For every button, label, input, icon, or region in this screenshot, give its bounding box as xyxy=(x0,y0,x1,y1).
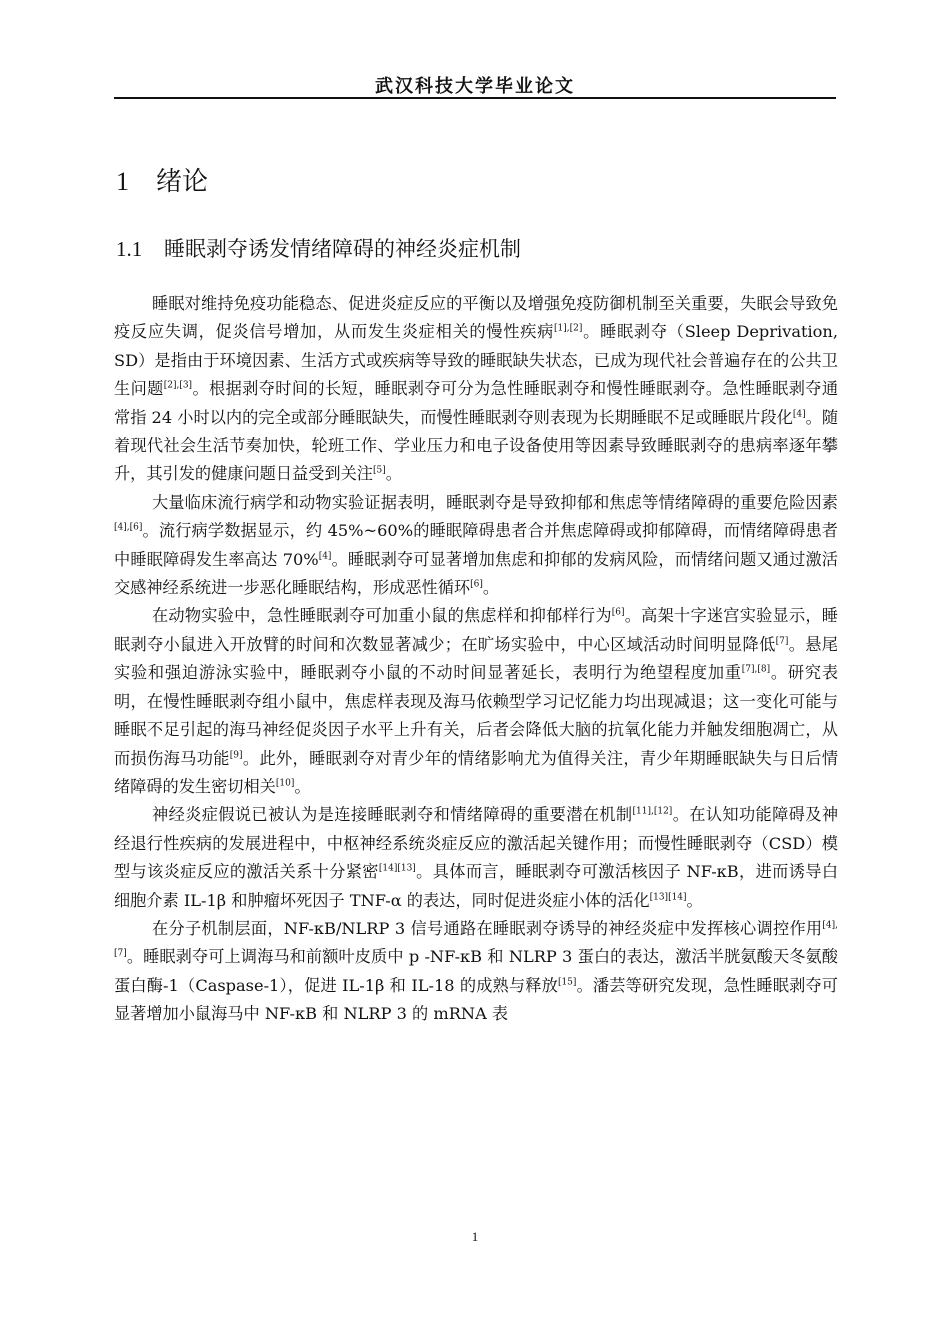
text-run: 。 xyxy=(294,776,311,796)
text-run: 。 xyxy=(385,464,402,484)
text-run: 。 xyxy=(686,890,703,910)
text-run: 。高架十字迷宫实验显示，睡眠剥夺小鼠进入开放臂的时间和次数显著减少；在旷场实验中，中心区域活动时间明显降低 xyxy=(114,606,838,654)
chapter-heading xyxy=(116,161,208,198)
text-run: 。在认知功能障碍及神经退行性疾病的发展进程中，中枢神经系统炎症反应的激活起关键作用；而慢性睡眠剥夺（CSD）模型与该炎症反应的激活关系十分紧密 xyxy=(114,805,839,882)
body-text xyxy=(114,290,838,1029)
paragraph xyxy=(114,602,838,801)
text-run: 。此外，睡眠剥夺对青少年的情绪影响尤为值得关注，青少年期睡眠缺失与日后情绪障碍的发生密切相关 xyxy=(114,748,839,796)
running-header-title: 武汉科技大学毕业论文 xyxy=(375,76,575,97)
text-run: 。睡眠剥夺可上调海马和前额叶皮质中 p -NF-κB 和 NLRP 3 蛋白的表达，激活半胱氨酸天冬氨酸蛋白酶-1（Caspase-1），促进 IL-1β 和 IL-18 的成熟与释放 xyxy=(114,947,838,995)
paragraph xyxy=(114,290,838,489)
text-run: 。具体而言，睡眠剥夺可激活核因子 NF-κB，进而诱导白细胞介素 IL-1β 和肿瘤坏死因子 TNF-α 的表达，同时促进炎症小体的活化 xyxy=(114,862,839,910)
citation: [9] xyxy=(229,750,243,761)
text-run: 在动物实验中，急性睡眠剥夺可加重小鼠的焦虑样和抑郁样行为 xyxy=(152,606,612,626)
text-run: 。睡眠剥夺（Sleep Deprivation, SD）是指由于环境因素、生活方式或疾病等导致的睡眠缺失状态，已成为现代社会普遍存在的公共卫生问题 xyxy=(114,322,838,399)
citation: [15] xyxy=(557,977,577,988)
section-title: 睡眠剥夺诱发情绪障碍的神经炎症机制 xyxy=(164,237,521,261)
citation: [1],[2] xyxy=(554,324,583,335)
text-run: 神经炎症假说已被认为是连接睡眠剥夺和情绪障碍的重要潜在机制 xyxy=(152,805,633,825)
text-run: 。睡眠剥夺可显著增加焦虑和抑郁的发病风险，而情绪问题又通过激活交感神经系统进一步恶化睡眠结构，形成恶性循环 xyxy=(114,549,838,598)
citation: [10] xyxy=(275,778,295,789)
citation: [4],[7] xyxy=(114,920,838,959)
section-number: 1.1 xyxy=(116,237,143,261)
text-run: 。 xyxy=(482,578,500,598)
citation: [5] xyxy=(373,466,386,477)
text-run: 。潘芸等研究发现，急性睡眠剥夺可显著增加小鼠海马中 NF-κB 和 NLRP 3 的 mRNA 表 xyxy=(114,975,838,1024)
text-run: 。根据剥夺时间的长短，睡眠剥夺可分为急性睡眠剥夺和慢性睡眠剥夺。急性睡眠剥夺通常指 24 小时以内的完全或部分睡眠缺失，而慢性睡眠剥夺则表现为长期睡眠不足或睡眠片段化 xyxy=(114,379,839,427)
chapter-title: 绪论 xyxy=(156,167,209,197)
paragraph xyxy=(114,801,838,915)
citation: [4] xyxy=(792,409,806,420)
citation: [14][13] xyxy=(378,863,416,874)
citation: [11],[12] xyxy=(632,806,673,817)
page-number: 1 xyxy=(471,1229,479,1244)
text-run: 在分子机制层面，NF-κB/NLRP 3 信号通路在睡眠剥夺诱导的神经炎症中发挥核心调控作用 xyxy=(152,918,823,938)
text-run: 睡眠对维持免疫功能稳态、促进炎症反应的平衡以及增强免疫防御机制至关重要，失眠会导致免疫反应失调，促炎信号增加，从而发生炎症相关的慢性疾病 xyxy=(114,294,838,342)
text-run: 。研究表明，在慢性睡眠剥夺组小鼠中，焦虑样表现及海马依赖型学习记忆能力均出现减退；这一变化可能与睡眠不足引起的海马神经促炎因子水平上升有关，后者会降低大脑的抗氧化能力并触发细胞凋亡，从而损伤海马功能 xyxy=(114,663,839,768)
citation: [4] xyxy=(318,551,332,562)
citation: [13][14] xyxy=(649,892,687,903)
chapter-number: 1 xyxy=(116,167,129,196)
paragraph xyxy=(114,489,838,603)
header-rule xyxy=(114,97,836,99)
citation: [6] xyxy=(470,579,483,590)
citation: [6] xyxy=(611,608,625,619)
paragraph xyxy=(114,915,838,1029)
citation: [7],[8] xyxy=(741,664,771,675)
section-heading xyxy=(116,233,521,263)
text-run: 。悬尾实验和强迫游泳实验中，睡眠剥夺小鼠的不动时间显著延长，表明行为绝望程度加重 xyxy=(114,634,838,683)
citation: [7] xyxy=(775,636,789,647)
text-run: 。流行病学数据显示，约 45%~60%的睡眠障碍患者合并焦虑障碍或抑郁障碍，而情绪障碍患者中睡眠障碍发生率高达 70% xyxy=(114,521,838,569)
citation: [4],[6] xyxy=(114,522,143,533)
text-run: 。随着现代社会生活节奏加快，轮班工作、学业压力和电子设备使用等因素导致睡眠剥夺的患病率逐年攀升，其引发的健康问题日益受到关注 xyxy=(114,407,839,484)
citation: [2],[3] xyxy=(163,380,193,391)
text-run: 大量临床流行病学和动物实验证据表明，睡眠剥夺是导致抑郁和焦虑等情绪障碍的重要危险因素 xyxy=(152,492,838,512)
